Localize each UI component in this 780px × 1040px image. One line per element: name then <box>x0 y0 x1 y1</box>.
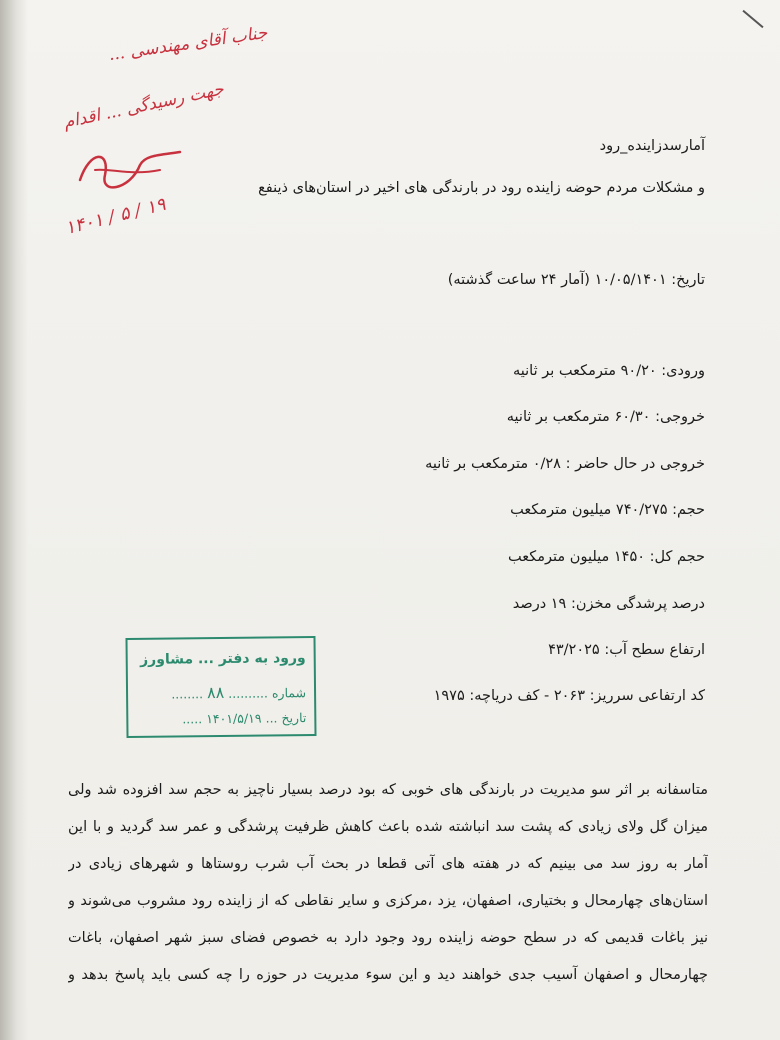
stat-total-volume: حجم کل: ۱۴۵۰ میلیون مترمکعب <box>508 549 705 565</box>
body-paragraph <box>68 772 708 994</box>
paragraph-line: آمار به روز سد می بینیم که در هفته های آتی قطعا در بحث آب شرب روستاها و شهرهای زیادی در <box>68 856 708 872</box>
handwritten-note-line1: جناب آقای مهندسی ... <box>107 22 269 66</box>
document-title: آمارسدزاینده_رود <box>599 138 705 154</box>
handwritten-signature <box>70 140 190 200</box>
office-entry-stamp <box>125 636 316 738</box>
report-date: تاریخ: ۱۰/۰۵/۱۴۰۱ (آمار ۲۴ ساعت گذشته) <box>447 272 705 288</box>
stat-outflow: خروجی: ۶۰/۳۰ مترمکعب بر ثانیه <box>506 409 705 425</box>
stat-inflow: ورودی: ۹۰/۲۰ مترمکعب بر ثانیه <box>512 363 705 379</box>
document-subtitle: و مشکلات مردم حوضه زاینده رود در بارندگی های اخیر در استان‌های ذینفع <box>258 180 705 196</box>
stamp-dots: .......... <box>224 685 269 701</box>
pen-mark <box>742 10 763 28</box>
stat-water-level: ارتفاع سطح آب: ۴۳/۲۰۲۵ <box>548 642 705 658</box>
stamp-date-dots: ... <box>265 710 278 726</box>
stamp-date-row <box>182 710 306 726</box>
handwritten-date: ۱۹ / ۵ / ۱۴۰۱ <box>62 193 168 240</box>
stat-current-outflow: خروجی در حال حاضر : ۰/۲۸ مترمکعب بر ثانیه <box>425 456 705 472</box>
paragraph-line: میزان گل ولای زیادی که پشت سد انباشته شده باعث کاهش ظرفیت پرشدگی و عمر سد گردید و با این <box>68 819 708 835</box>
page-edge-shadow <box>0 0 28 1040</box>
stat-spillway-code: کد ارتفاعی سرریز: ۲۰۶۳ - کف دریاچه: ۱۹۷۵ <box>433 688 705 704</box>
stamp-date-label: تاریخ <box>281 710 307 726</box>
paragraph-line: استان‌های چهارمحال و بختیاری، اصفهان، یزد ،مرکزی و سایر نقاطی که از زاینده رود مشروب می‌شوند و <box>68 893 708 909</box>
stamp-date-dots-2: ..... <box>182 711 203 727</box>
stamp-number-label: شماره <box>271 685 307 701</box>
stamp-title: ورود به دفتر ... مشاورز <box>140 650 306 668</box>
paragraph-line: چهارمحال و اصفهان آسیب جدی خواهند دید و این سوء مدیریت در حوزه را چه کسی باید پاسخ بدهد و <box>68 967 708 983</box>
stamp-number-row <box>171 682 306 702</box>
stamp-date-value: ۱۴۰۱/۵/۱۹ <box>206 710 262 727</box>
stamp-number-value: ۸۸ <box>206 682 225 703</box>
stat-fill-percent: درصد پرشدگی مخزن: ۱۹ درصد <box>512 596 705 612</box>
handwritten-note-line2: جهت رسیدگی ... اقدام <box>61 79 226 133</box>
stamp-dots-2: ........ <box>171 686 204 702</box>
paragraph-line: متاسفانه بر اثر سو مدیریت در بارندگی های خوبی که بود درصد بسیار ناچیز به حجم سد افزوده شد ولی <box>68 782 708 798</box>
stat-volume: حجم: ۷۴۰/۲۷۵ میلیون مترمکعب <box>510 502 705 518</box>
paragraph-line: نیز باغات قدیمی که در سطح حوضه زاینده رود وجود دارد به خصوص فضای سبز شهر اصفهان، باغات <box>68 930 708 946</box>
